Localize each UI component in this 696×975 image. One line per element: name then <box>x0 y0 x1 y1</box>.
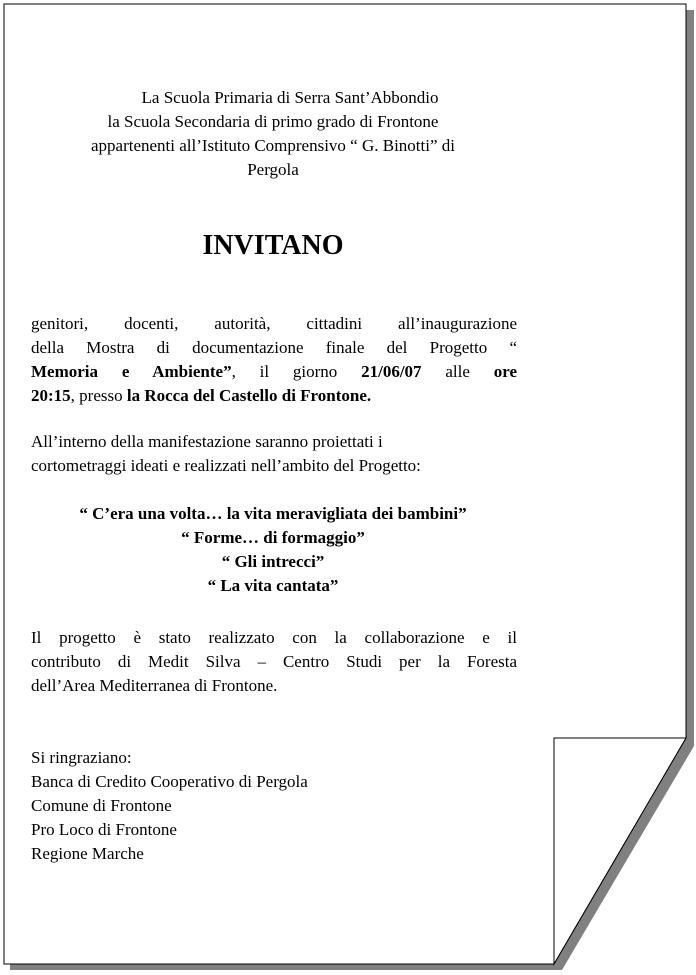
event-time: 20:15 <box>31 386 71 405</box>
header-block <box>30 86 516 182</box>
thanks-heading: Si ringraziano: <box>31 748 132 767</box>
collaboration-paragraph <box>31 626 517 698</box>
invitation-line-4 <box>31 384 517 408</box>
text-alle: alle <box>421 362 494 381</box>
collaboration-line-2: contributo di Medit Silva – Centro Studi per la Foresta <box>31 652 517 671</box>
thanks-block <box>31 746 308 866</box>
invitation-line-1: genitori, docenti, autorità, cittadini all’inaugurazione <box>31 314 517 333</box>
text-ore: ore <box>493 362 517 381</box>
header-line-3: appartenenti all’Istituto Comprensivo “ G. Binotti” di <box>90 136 455 155</box>
projection-paragraph <box>31 430 421 478</box>
projection-line-2: cortometraggi ideati e realizzati nell’ambito del Progetto: <box>31 456 421 475</box>
thanks-item: Regione Marche <box>31 844 144 863</box>
event-date: 21/06/07 <box>361 362 422 381</box>
project-name: Memoria e Ambiente” <box>31 362 232 381</box>
event-location: la Rocca del Castello di Frontone. <box>126 386 372 405</box>
header-line-4: Pergola <box>247 160 299 179</box>
thanks-item: Comune di Frontone <box>31 796 172 815</box>
thanks-item: Banca di Credito Cooperativo di Pergola <box>31 772 308 791</box>
text-il-giorno: , il giorno <box>231 362 362 381</box>
invitation-line-3 <box>31 360 517 384</box>
invitano-title: INVITANO <box>202 230 344 261</box>
film-title: “ Forme… di formaggio” <box>181 528 365 547</box>
projection-line-1: All’interno della manifestazione saranno proiettati i <box>31 432 383 451</box>
header-line-1: La Scuola Primaria di Serra Sant’Abbondio <box>141 88 439 107</box>
collaboration-line-3: dell’Area Mediterranea di Frontone. <box>31 676 278 695</box>
header-line-2: la Scuola Secondaria di primo grado di Frontone <box>107 112 439 131</box>
collaboration-line-1: Il progetto è stato realizzato con la collaborazione e il <box>31 628 517 647</box>
thanks-item: Pro Loco di Frontone <box>31 820 177 839</box>
invitation-line-2: della Mostra di documentazione finale del Progetto “ <box>31 338 517 357</box>
text-presso: , presso <box>70 386 127 405</box>
film-title: “ Gli intrecci” <box>221 552 325 571</box>
film-title: “ La vita cantata” <box>207 576 339 595</box>
invitation-paragraph <box>31 312 517 408</box>
film-title: “ C’era una volta… la vita meravigliata dei bambini” <box>79 504 467 523</box>
film-titles <box>30 502 516 598</box>
